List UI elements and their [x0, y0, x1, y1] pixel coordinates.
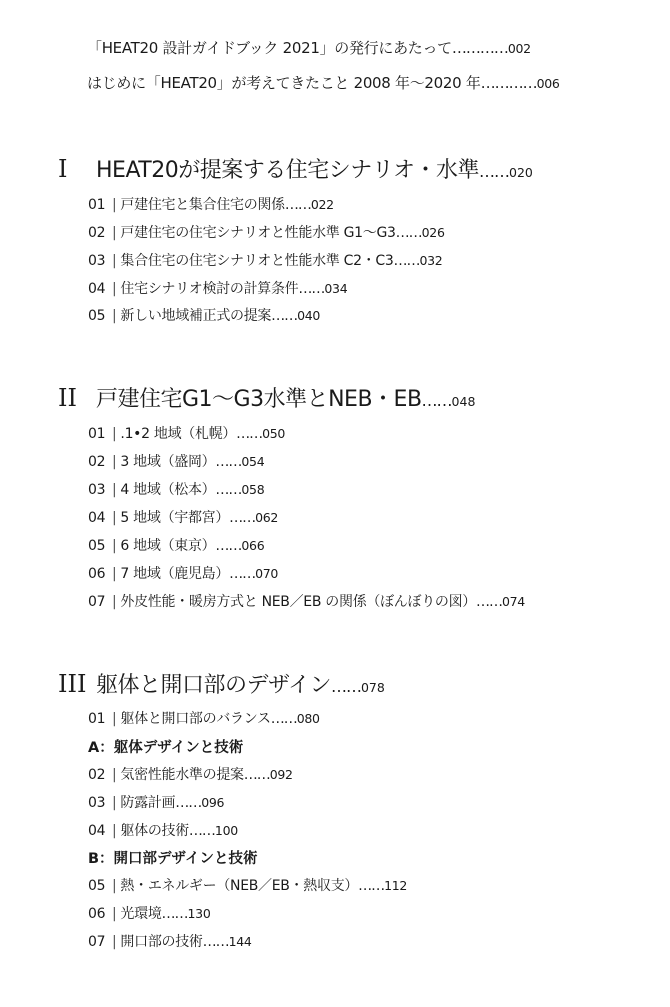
- page-number: 006: [536, 76, 560, 91]
- item-title: 戸建住宅と集合住宅の関係: [120, 197, 285, 213]
- leader-dots: ……: [479, 162, 509, 181]
- chapter-title: HEAT20が提案する住宅シナリオ・水準: [96, 158, 479, 183]
- toc-item[interactable]: [88, 250, 442, 270]
- chapter-numeral: III: [58, 670, 87, 698]
- leader-dots: ……: [395, 225, 422, 241]
- page-number: 066: [241, 538, 265, 553]
- item-title: 外皮性能・暖房方式と NEB／EB の関係（ぼんぼりの図）: [120, 594, 476, 610]
- item-title: 戸建住宅の住宅シナリオと性能水準 G1〜G3: [120, 225, 396, 241]
- leader-dots: ……: [270, 711, 297, 727]
- item-number: 01: [88, 711, 106, 727]
- leader-dots: ……: [271, 308, 298, 324]
- item-number: 04: [88, 281, 106, 297]
- toc-intro-entry[interactable]: [87, 37, 531, 58]
- item-title: 集合住宅の住宅シナリオと性能水準 C2・C3: [120, 253, 394, 269]
- separator: |: [112, 795, 117, 811]
- page-number: 144: [228, 934, 252, 949]
- separator: |: [112, 711, 117, 727]
- item-number: 05: [88, 878, 106, 894]
- leader-dots: ……: [393, 253, 420, 269]
- page-number: 078: [360, 680, 385, 695]
- item-number: 02: [88, 225, 106, 241]
- page-number: 034: [324, 281, 348, 296]
- item-number: 03: [88, 795, 106, 811]
- separator: |: [112, 878, 117, 894]
- chapter-title: 躯体と開口部のデザイン: [96, 673, 331, 698]
- separator: |: [112, 426, 117, 442]
- item-number: 06: [88, 566, 106, 582]
- page-number: 096: [201, 795, 225, 810]
- page-number: 130: [187, 906, 211, 921]
- item-title: 7 地域（鹿児島）: [120, 566, 230, 582]
- separator: |: [112, 538, 117, 554]
- toc-intro-entry[interactable]: [87, 72, 560, 93]
- subsection-heading: A：躯体デザインと技術: [88, 740, 244, 756]
- item-title: 気密性能水準の提案: [120, 767, 244, 783]
- toc-item[interactable]: [88, 820, 238, 840]
- leader-dots: …………: [480, 74, 537, 92]
- separator: |: [112, 594, 117, 610]
- toc-item[interactable]: [88, 535, 264, 555]
- item-title: 熱・エネルギー（NEB／EB・熱収支）: [120, 878, 359, 894]
- separator: |: [112, 253, 117, 269]
- page-number: 070: [255, 566, 279, 581]
- item-number: 05: [88, 308, 106, 324]
- leader-dots: ……: [175, 795, 202, 811]
- toc-item[interactable]: [88, 451, 264, 471]
- separator: |: [112, 454, 117, 470]
- leader-dots: ……: [358, 878, 385, 894]
- item-number: 03: [88, 253, 106, 269]
- page-number: 062: [255, 510, 279, 525]
- page-number: 050: [262, 426, 286, 441]
- leader-dots: ……: [298, 281, 325, 297]
- item-title: 3 地域（盛岡）: [120, 454, 216, 470]
- separator: |: [112, 934, 117, 950]
- item-title: 防露計画: [120, 795, 176, 811]
- item-title: 躯体の技術: [120, 823, 189, 839]
- item-title: 住宅シナリオ検討の計算条件: [120, 281, 299, 297]
- separator: |: [112, 281, 117, 297]
- separator: |: [112, 225, 117, 241]
- separator: |: [112, 510, 117, 526]
- entry-title: 「HEAT20 設計ガイドブック 2021」の発行にあたって: [87, 39, 452, 57]
- toc-item[interactable]: [88, 305, 320, 325]
- item-number: 04: [88, 823, 106, 839]
- leader-dots: ……: [421, 391, 452, 410]
- item-number: 02: [88, 767, 106, 783]
- item-number: 04: [88, 510, 106, 526]
- page-number: 032: [419, 253, 443, 268]
- page-number: 020: [509, 165, 533, 180]
- page-number: 022: [310, 197, 334, 212]
- item-title: 5 地域（宇都宮）: [120, 510, 230, 526]
- page-number: 026: [421, 225, 445, 240]
- entry-title: はじめに「HEAT20」が考えてきたこと 2008 年〜2020 年: [87, 74, 481, 92]
- item-number: 01: [88, 197, 106, 213]
- separator: |: [112, 308, 117, 324]
- leader-dots: …………: [451, 39, 508, 57]
- page-number: 092: [269, 767, 293, 782]
- toc-item[interactable]: [88, 278, 347, 298]
- chapter-heading[interactable]: [58, 153, 533, 184]
- leader-dots: ……: [215, 482, 242, 498]
- leader-dots: ……: [215, 538, 242, 554]
- item-title: .1•2 地域（札幌）: [120, 426, 237, 442]
- toc-item[interactable]: [88, 507, 278, 527]
- toc-item[interactable]: [88, 792, 224, 812]
- toc-item[interactable]: [88, 194, 334, 214]
- separator: |: [112, 767, 117, 783]
- leader-dots: ……: [229, 510, 256, 526]
- item-number: 02: [88, 454, 106, 470]
- item-number: 03: [88, 482, 106, 498]
- item-title: 6 地域（東京）: [120, 538, 216, 554]
- page-number: 100: [214, 823, 238, 838]
- subsection-heading: B：開口部デザインと技術: [88, 851, 258, 867]
- chapter-heading[interactable]: [58, 382, 475, 413]
- item-title: 新しい地域補正式の提案: [120, 308, 272, 324]
- page-number: 048: [451, 394, 476, 409]
- leader-dots: ……: [243, 767, 270, 783]
- leader-dots: ……: [284, 197, 311, 213]
- toc-item[interactable]: [88, 222, 445, 242]
- toc-item[interactable]: [88, 708, 320, 728]
- toc-item[interactable]: [88, 931, 252, 951]
- page-number: 074: [502, 594, 525, 609]
- leader-dots: ……: [202, 934, 229, 950]
- leader-dots: ……: [229, 566, 256, 582]
- separator: |: [112, 823, 117, 839]
- toc-item[interactable]: [88, 903, 211, 923]
- page-number: 058: [241, 482, 265, 497]
- leader-dots: ……: [215, 454, 242, 470]
- item-number: 07: [88, 594, 106, 610]
- toc-item[interactable]: [88, 764, 293, 784]
- toc-item[interactable]: [88, 479, 264, 499]
- leader-dots: ……: [236, 426, 263, 442]
- item-title: 躯体と開口部のバランス: [120, 711, 271, 727]
- leader-dots: ……: [161, 906, 188, 922]
- page-number: 080: [296, 711, 320, 726]
- item-title: 4 地域（松本）: [120, 482, 216, 498]
- item-number: 07: [88, 934, 106, 950]
- chapter-numeral: I: [58, 155, 68, 183]
- toc-item[interactable]: [88, 875, 407, 895]
- separator: |: [112, 482, 117, 498]
- chapter-heading[interactable]: [58, 668, 385, 699]
- page-number: 112: [384, 878, 408, 893]
- chapter-numeral: II: [58, 384, 77, 412]
- leader-dots: ……: [476, 594, 502, 610]
- separator: |: [112, 197, 117, 213]
- page-number: 040: [297, 308, 321, 323]
- separator: |: [112, 566, 117, 582]
- page-number: 002: [507, 41, 531, 56]
- chapter-title: 戸建住宅G1〜G3水準とNEB・EB: [96, 387, 422, 412]
- leader-dots: ……: [330, 677, 361, 696]
- leader-dots: ……: [188, 823, 215, 839]
- item-title: 光環境: [120, 906, 162, 922]
- item-number: 01: [88, 426, 106, 442]
- toc-item[interactable]: [88, 423, 285, 443]
- item-number: 05: [88, 538, 106, 554]
- page-number: 054: [241, 454, 265, 469]
- toc-item[interactable]: [88, 591, 525, 611]
- separator: |: [112, 906, 117, 922]
- item-number: 06: [88, 906, 106, 922]
- item-title: 開口部の技術: [120, 934, 203, 950]
- toc-item[interactable]: [88, 563, 278, 583]
